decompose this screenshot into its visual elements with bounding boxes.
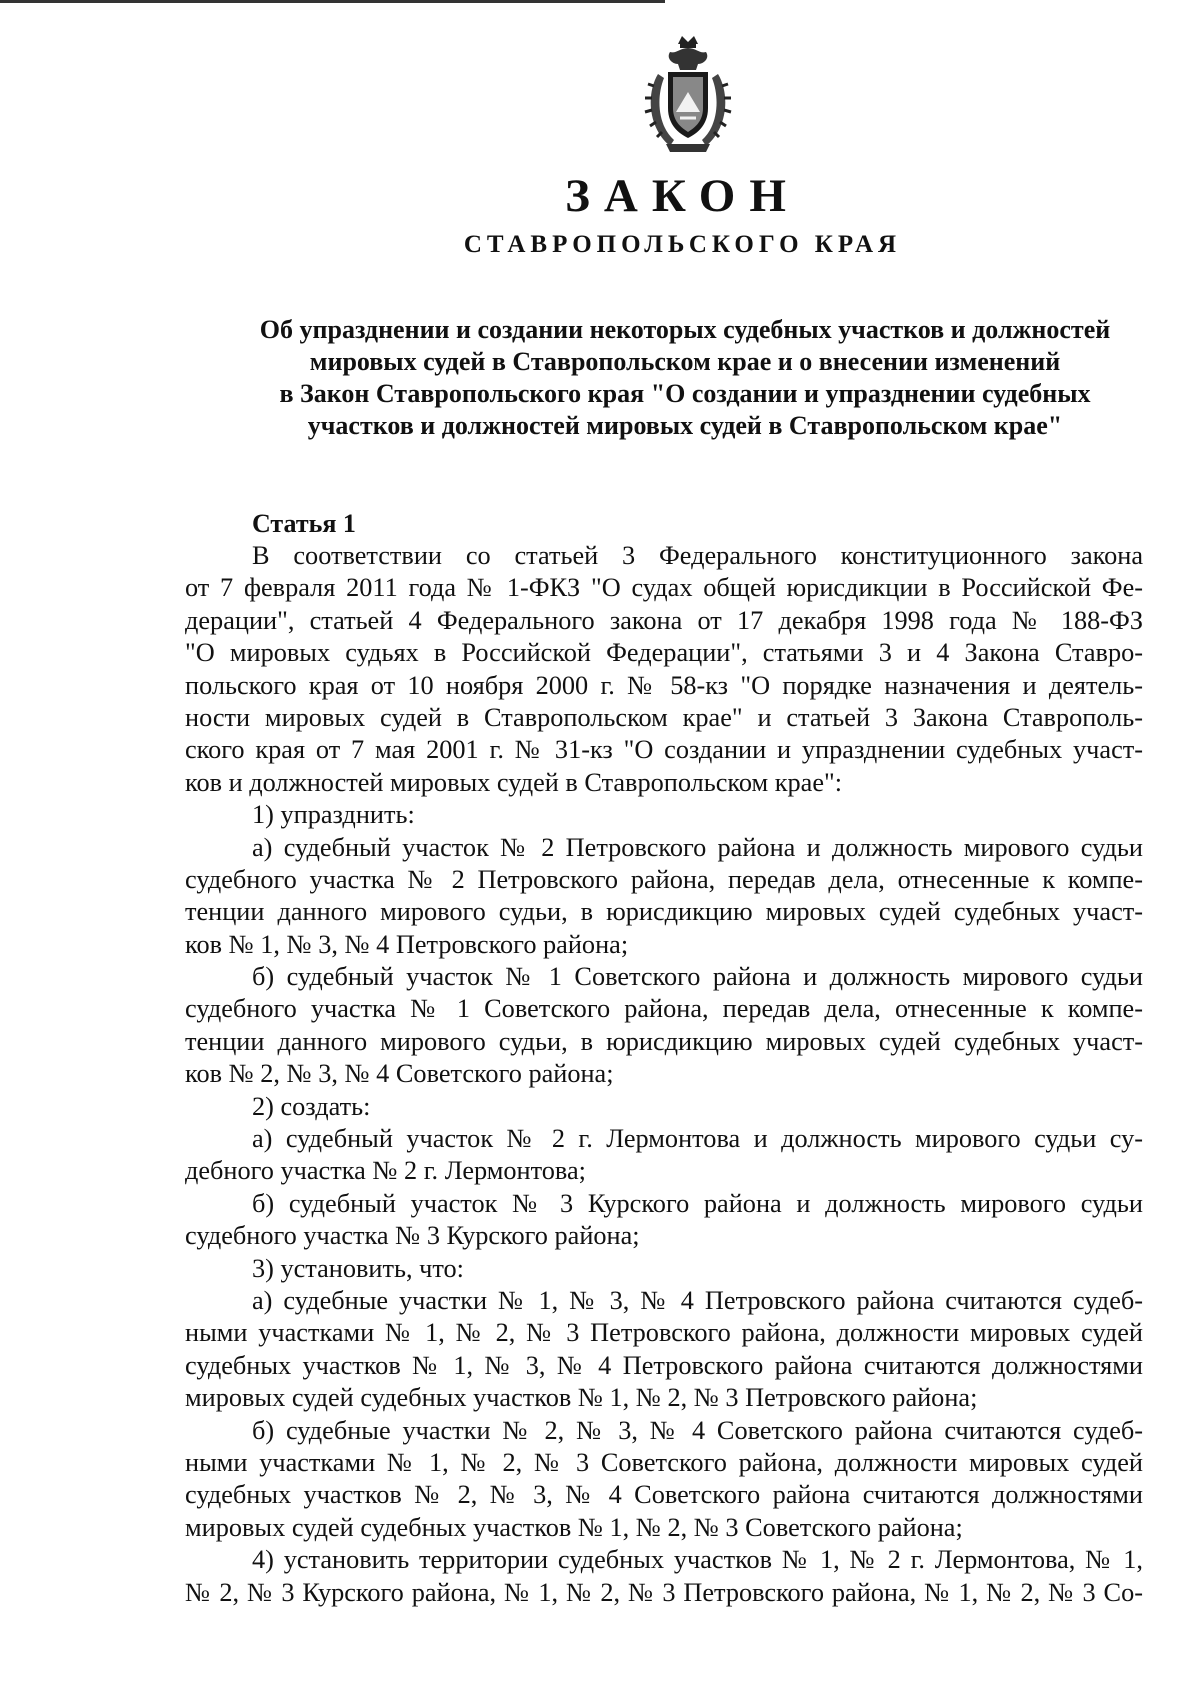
body-line: 2) создать: — [252, 1091, 371, 1121]
body-line: ными участками № 1, № 2, № 3 Петровского района, должности мировых судей — [185, 1318, 1143, 1348]
body-line: судебного участка № 1 Советского района, передав дела, отнесенные к компе- — [185, 994, 1143, 1024]
body-line: судебного участка № 3 Курского района; — [185, 1221, 640, 1251]
law-title-line: в Закон Ставропольского края "О создании и упразднении судебных — [279, 379, 1091, 408]
region-subheading: СТАВРОПОЛЬСКОГО КРАЯ — [463, 231, 902, 258]
body-line: ков и должностей мировых судей в Ставропольском крае": — [185, 767, 843, 797]
body-line: ков № 1, № 3, № 4 Петровского района; — [185, 929, 629, 959]
body-line: польского края от 10 ноября 2000 г. № 58-кз "О порядке назначения и деятель- — [185, 670, 1143, 700]
body-line: ными участками № 1, № 2, № 3 Советского района, должности мировых судей — [185, 1447, 1143, 1477]
body-line: ности мировых судей в Ставропольском крае" и статьей 3 Закона Ставрополь- — [185, 702, 1143, 732]
scan-border-line — [0, 0, 665, 3]
body-line: 1) упразднить: — [252, 800, 415, 830]
body-line: а) судебный участок № 2 Петровского района и должность мирового судьи — [252, 832, 1143, 862]
body-line: 4) установить территории судебных участков № 1, № 2 г. Лермонтова, № 1, — [252, 1545, 1143, 1575]
law-title-line: мировых судей в Ставропольском крае и о внесении изменений — [309, 347, 1061, 376]
body-line: мировых судей судебных участков № 1, № 2, № 3 Петровского района; — [185, 1383, 978, 1413]
body-line: тенции данного мирового судьи, в юрисдикцию мировых судей судебных участ- — [185, 1026, 1143, 1056]
stavropol-coat-of-arms-icon — [640, 34, 736, 158]
body-line: дебного участка № 2 г. Лермонтова; — [185, 1156, 586, 1186]
article-heading: Статья 1 — [252, 509, 356, 538]
body-line: б) судебный участок № 1 Советского района и должность мирового судьи — [252, 962, 1143, 992]
body-line: № 2, № 3 Курского района, № 1, № 2, № 3 Петровского района, № 1, № 2, № 3 Со- — [185, 1577, 1143, 1607]
law-heading: ЗАКОН — [565, 170, 800, 222]
body-line: тенции данного мирового судьи, в юрисдикцию мировых судей судебных участ- — [185, 897, 1143, 927]
article-body — [185, 540, 1143, 1609]
body-line: В соответствии со статьей 3 Федерального конституционного закона — [252, 541, 1143, 570]
law-title-line: Об упразднении и создании некоторых судебных участков и должностей — [259, 315, 1111, 344]
body-line: б) судебные участки № 2, № 3, № 4 Советского района считаются судеб- — [252, 1415, 1143, 1445]
body-line: от 7 февраля 2011 года № 1-ФКЗ "О судах общей юрисдикции в Российской Фе- — [185, 573, 1143, 603]
body-line: а) судебный участок № 2 г. Лермонтова и должность мирового судьи су- — [252, 1124, 1143, 1154]
body-line: 3) установить, что: — [252, 1253, 464, 1283]
body-line: судебного участка № 2 Петровского района, передав дела, отнесенные к компе- — [185, 864, 1143, 894]
body-line: а) судебные участки № 1, № 3, № 4 Петровского района считаются судеб- — [252, 1285, 1143, 1315]
body-line: ского края от 7 мая 2001 г. № 31-кз "О создании и упразднении судебных участ- — [185, 735, 1143, 765]
body-line: дерации", статьей 4 Федерального закона от 17 декабря 1998 года № 188-ФЗ — [185, 605, 1143, 635]
body-line: б) судебный участок № 3 Курского района и должность мирового судьи — [252, 1188, 1143, 1218]
body-line: ков № 2, № 3, № 4 Советского района; — [185, 1059, 614, 1089]
body-line: "О мировых судьях в Российской Федерации", статьями 3 и 4 Закона Ставро- — [185, 638, 1143, 668]
body-line: судебных участков № 1, № 3, № 4 Петровского района считаются должностями — [185, 1350, 1143, 1380]
law-title-line: участков и должностей мировых судей в Ставропольском крае" — [307, 411, 1063, 440]
law-title — [185, 314, 1185, 442]
body-line: мировых судей судебных участков № 1, № 2, № 3 Советского района; — [185, 1512, 963, 1542]
body-line: судебных участков № 2, № 3, № 4 Советского района считаются должностями — [185, 1480, 1143, 1510]
